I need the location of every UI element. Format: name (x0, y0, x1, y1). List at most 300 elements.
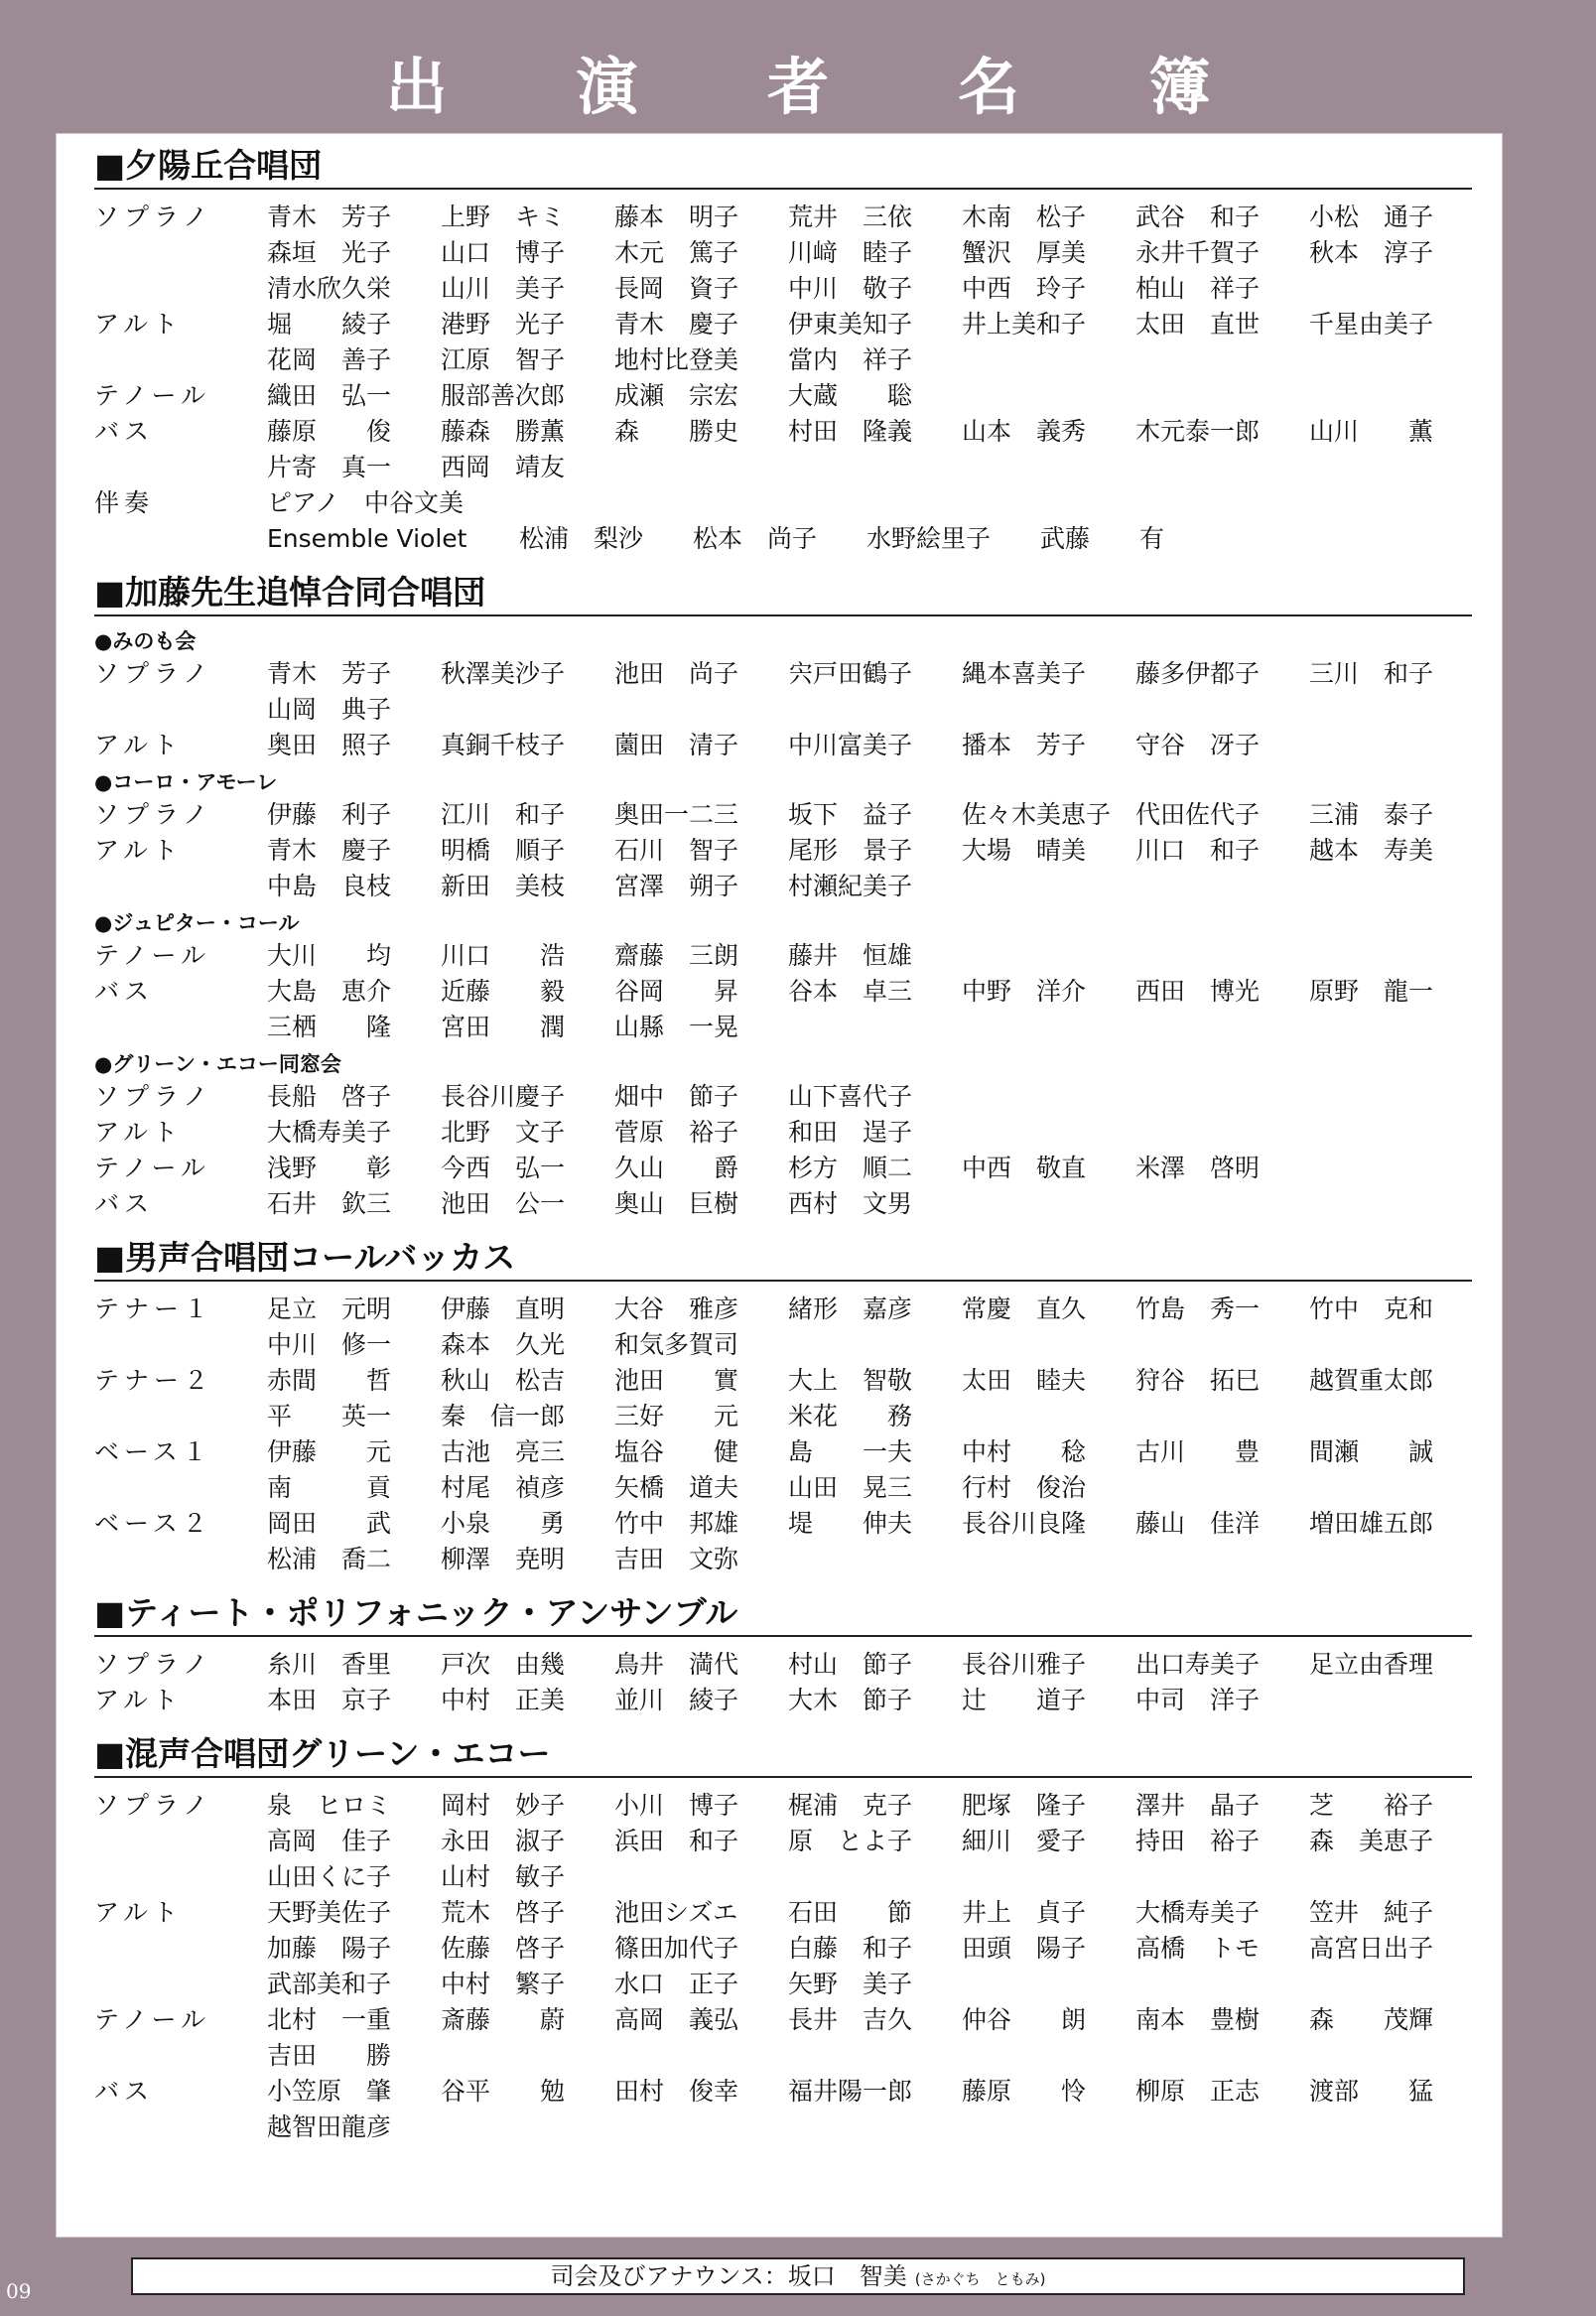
member-name: 川口 浩 (441, 941, 566, 970)
section-2 (94, 1236, 1472, 1577)
table-row (94, 1079, 1472, 1115)
member-name: 秋本 淳子 (1309, 238, 1434, 267)
mc-announcer (131, 2257, 1465, 2295)
voice-part (94, 1931, 267, 1967)
member-name: 平 英一 (267, 1402, 392, 1430)
member-name: 持田 裕子 (1135, 1827, 1261, 1855)
member-name: 江川 和子 (441, 800, 566, 829)
table-row (94, 1010, 1472, 1045)
member-name: 青木 慶子 (614, 310, 739, 339)
member-name: 藤山 佳洋 (1135, 1509, 1261, 1538)
member-name: 米花 務 (788, 1402, 913, 1430)
member-name: 緒形 嘉彦 (788, 1294, 913, 1323)
member-name: 島 一夫 (788, 1437, 913, 1466)
member-name: 石川 智子 (614, 836, 739, 865)
member-name: 中村 稔 (962, 1437, 1087, 1466)
member-name: 高宮日出子 (1309, 1934, 1434, 1963)
member-name: 間瀬 誠 (1309, 1437, 1434, 1466)
member-name: 本田 京子 (267, 1686, 392, 1714)
table-row (94, 1859, 1472, 1895)
member-name: 石田 節 (788, 1898, 913, 1927)
table-row (94, 2002, 1472, 2038)
member-name: 川口 和子 (1135, 836, 1261, 865)
member-name: 長井 吉久 (788, 2005, 913, 2034)
table-row (94, 1186, 1472, 1222)
voice-part: ソプラノ (94, 800, 213, 829)
member-name: 地村比登美 (614, 345, 739, 374)
member-name: 山岡 典子 (267, 695, 392, 724)
member-name: 佐藤 啓子 (441, 1934, 566, 1963)
voice-part: アルト (94, 1686, 184, 1714)
voice-part: テノール (94, 2005, 211, 2034)
table-row (94, 1363, 1472, 1399)
member-name: 三栖 隆 (267, 1013, 392, 1041)
table-row (94, 307, 1472, 342)
member-name: 出口寿美子 (1135, 1650, 1261, 1679)
member-name: 原 とよ子 (788, 1827, 913, 1855)
member-name: 西田 博光 (1135, 977, 1261, 1006)
table-row (94, 938, 1472, 974)
member-name: 行村 俊治 (962, 1473, 1087, 1502)
table-row (94, 1434, 1472, 1470)
table-row (94, 450, 1472, 485)
member-name: 中司 洋子 (1135, 1686, 1261, 1714)
member-name: 泉 ヒロミ (267, 1791, 392, 1820)
member-name: 吉田 勝 (267, 2041, 392, 2070)
mc-label: 司会及びアナウンス：坂口 智美 (550, 2262, 907, 2290)
member-name: 宮田 潤 (441, 1013, 566, 1041)
section-4 (94, 1732, 1472, 2145)
section-title: ■男声合唱団コールバッカス (94, 1236, 1472, 1282)
member-name: 荒井 三依 (788, 203, 913, 231)
voice-part (94, 1470, 267, 1506)
member-name: 岡田 武 (267, 1509, 392, 1538)
member-name: 堤 伸夫 (788, 1509, 913, 1538)
member-name: 竹中 邦雄 (614, 1509, 739, 1538)
member-name: 川﨑 睦子 (788, 238, 913, 267)
member-name: 赤間 哲 (267, 1366, 392, 1395)
member-name: 當内 祥子 (788, 345, 913, 374)
member-name: 古池 亮三 (441, 1437, 566, 1466)
member-name: 越本 寿美 (1309, 836, 1434, 865)
voice-part (94, 1327, 267, 1363)
section-3 (94, 1591, 1472, 1718)
member-name: 荒木 啓子 (441, 1898, 566, 1927)
member-name: 菅原 裕子 (614, 1118, 739, 1147)
page-number: 09 (6, 2279, 32, 2303)
member-name: 戸次 由幾 (441, 1650, 566, 1679)
member-name: 原野 龍一 (1309, 977, 1434, 1006)
voice-part (94, 869, 267, 904)
member-name: 柳澤 尭明 (441, 1545, 566, 1573)
voice-part: テナー２ (94, 1366, 214, 1395)
member-name: 矢野 美子 (788, 1970, 913, 1998)
member-name: 山川 美子 (441, 274, 566, 303)
member-name: 伊藤 元 (267, 1437, 392, 1466)
member-name: 久山 爵 (614, 1154, 739, 1182)
table-row (94, 521, 1472, 557)
subgroup-title: ●グリーン・エコー同窓会 (94, 1052, 341, 1076)
member-name: 新田 美枝 (441, 872, 566, 900)
member-name: 加藤 陽子 (267, 1934, 392, 1963)
member-name: 尾形 景子 (788, 836, 913, 865)
member-name: 宮澤 朔子 (614, 872, 739, 900)
member-name: 田村 俊幸 (614, 2077, 739, 2106)
voice-part: バス (94, 417, 155, 446)
member-name: 坂下 益子 (788, 800, 913, 829)
member-name: 長谷川慶子 (441, 1082, 566, 1111)
member-name: 越智田龍彦 (267, 2112, 392, 2141)
member-name: 白藤 和子 (788, 1934, 913, 1963)
member-name: 山川 薫 (1309, 417, 1434, 446)
voice-part: バス (94, 1189, 155, 1218)
member-name: 池田 尚子 (614, 659, 739, 688)
member-name: 芝 裕子 (1309, 1791, 1434, 1820)
member-name: 鳥井 満代 (614, 1650, 739, 1679)
voice-part: アルト (94, 836, 184, 865)
member-name: 長岡 資子 (614, 274, 739, 303)
member-name: 中川 敬子 (788, 274, 913, 303)
member-name: 奥山 巨樹 (614, 1189, 739, 1218)
table-row (94, 1683, 1472, 1718)
member-name: 森 茂輝 (1309, 2005, 1434, 2034)
table-row (94, 692, 1472, 728)
table-row (94, 342, 1472, 378)
member-name: 井上美和子 (962, 310, 1087, 339)
member-name: 松本 尚子 (693, 524, 818, 553)
member-name: 森本 久光 (441, 1330, 566, 1359)
member-name: 村尾 禎彦 (441, 1473, 566, 1502)
member-name: 長船 啓子 (267, 1082, 392, 1111)
member-name: 増田雄五郎 (1309, 1509, 1434, 1538)
table-row (94, 1115, 1472, 1151)
member-name: 和田 逞子 (788, 1118, 913, 1147)
member-name: 山田くに子 (267, 1862, 392, 1891)
mc-reading: (さかぐち ともみ) (914, 2270, 1046, 2288)
section-title: ■夕陽丘合唱団 (94, 144, 1472, 190)
member-name: 澤井 晶子 (1135, 1791, 1261, 1820)
voice-part (94, 1824, 267, 1859)
member-name: 上野 キミ (441, 203, 566, 231)
voice-part: バス (94, 977, 155, 1006)
table-row (94, 378, 1472, 414)
voice-part: アルト (94, 1898, 184, 1927)
member-name: 竹島 秀一 (1135, 1294, 1261, 1323)
member-name: 大場 晴美 (962, 836, 1087, 865)
member-name: 片寄 真一 (267, 453, 392, 481)
member-name: 薗田 清子 (614, 731, 739, 759)
member-name: 伊藤 直明 (441, 1294, 566, 1323)
voice-part: バス (94, 2077, 155, 2106)
member-name: 長谷川雅子 (962, 1650, 1087, 1679)
member-name: 山村 敏子 (441, 1862, 566, 1891)
member-name: 中村 繁子 (441, 1970, 566, 1998)
member-name: 中川富美子 (788, 731, 913, 759)
section-1 (94, 571, 1472, 1222)
table-row (94, 200, 1472, 235)
member-name: 山口 博子 (441, 238, 566, 267)
member-name: 篠田加代子 (614, 1934, 739, 1963)
member-name: 高橋 トモ (1135, 1934, 1261, 1963)
member-name: 松浦 喬二 (267, 1545, 392, 1573)
member-name: 中野 洋介 (962, 977, 1087, 1006)
member-name: 肥塚 隆子 (962, 1791, 1087, 1820)
member-name: 畑中 節子 (614, 1082, 739, 1111)
table-row (94, 1506, 1472, 1542)
member-name: 秦 信一郎 (441, 1402, 566, 1430)
subgroup-title: ●ジュピター・コール (94, 911, 300, 935)
voice-part: ベース２ (94, 1509, 212, 1538)
member-name: 山縣 一晃 (614, 1013, 739, 1041)
member-name: 武部美和子 (267, 1970, 392, 1998)
member-name: 糸川 香里 (267, 1650, 392, 1679)
member-name: 斎藤 蔚 (441, 2005, 566, 2034)
member-name: 太田 睦夫 (962, 1366, 1087, 1395)
section-title: ■ティート・ポリフォニック・アンサンブル (94, 1591, 1472, 1637)
member-name: 奥田 照子 (267, 731, 392, 759)
voice-part: 伴奏 (94, 488, 155, 517)
voice-part: テノール (94, 1154, 211, 1182)
member-name: 田頭 陽子 (962, 1934, 1087, 1963)
member-name: 近藤 毅 (441, 977, 566, 1006)
member-name: 塩谷 健 (614, 1437, 739, 1466)
member-name: 奥田一二三 (614, 800, 739, 829)
voice-part: ベース１ (94, 1437, 212, 1466)
member-name: 青木 慶子 (267, 836, 392, 865)
member-name: 佐々木美恵子 (962, 800, 1112, 829)
voice-part (94, 1967, 267, 2002)
table-row (94, 1151, 1472, 1186)
voice-part: アルト (94, 1118, 184, 1147)
member-name: 狩谷 拓巳 (1135, 1366, 1261, 1395)
member-name: 谷本 卓三 (788, 977, 913, 1006)
member-name: 高岡 佳子 (267, 1827, 392, 1855)
member-name: 代田佐代子 (1135, 800, 1261, 829)
table-row (94, 1292, 1472, 1327)
section-title: ■加藤先生追悼合同合唱団 (94, 571, 1472, 616)
table-row (94, 869, 1472, 904)
member-name: 長谷川良隆 (962, 1509, 1087, 1538)
member-name: 辻 道子 (962, 1686, 1087, 1714)
voice-part (94, 342, 267, 378)
voice-part (94, 2038, 267, 2074)
member-name: 服部善次郎 (441, 381, 566, 410)
member-name: 越賀重太郎 (1309, 1366, 1434, 1395)
voice-part: ソプラノ (94, 1082, 213, 1111)
table-row (94, 797, 1472, 833)
member-name: 渡部 猛 (1309, 2077, 1434, 2106)
voice-part (94, 521, 267, 557)
member-name: 藤森 勝薫 (441, 417, 566, 446)
member-name: 南 貢 (267, 1473, 392, 1502)
member-name: 森 美恵子 (1309, 1827, 1434, 1855)
voice-part (94, 271, 267, 307)
subgroup-title: ●みのも会 (94, 629, 197, 653)
member-name: 清水欣久栄 (267, 274, 392, 303)
member-name: 柳原 正志 (1135, 2077, 1261, 2106)
table-row (94, 974, 1472, 1010)
table-row (94, 2110, 1472, 2145)
member-name: 高岡 義弘 (614, 2005, 739, 2034)
member-name: 藤本 明子 (614, 203, 739, 231)
member-name: 秋山 松吉 (441, 1366, 566, 1395)
table-row (94, 1647, 1472, 1683)
table-row (94, 235, 1472, 271)
member-name: 谷平 勉 (441, 2077, 566, 2106)
member-name: 並川 綾子 (614, 1686, 739, 1714)
table-row (94, 1788, 1472, 1824)
member-name: 山下喜代子 (788, 1082, 913, 1111)
member-name: 大橋寿美子 (267, 1118, 392, 1147)
member-name: 伊東美知子 (788, 310, 913, 339)
member-name: 藤原 俊 (267, 417, 392, 446)
performer-list (56, 133, 1503, 2238)
voice-part: アルト (94, 310, 184, 339)
member-name: 宍戸田鶴子 (788, 659, 913, 688)
member-name: 池田 公一 (441, 1189, 566, 1218)
member-name: 青木 芳子 (267, 203, 392, 231)
member-name: 武谷 和子 (1135, 203, 1261, 231)
member-name: 村瀬紀美子 (788, 872, 913, 900)
member-name: 伊藤 利子 (267, 800, 392, 829)
member-name: 大島 恵介 (267, 977, 392, 1006)
voice-part: アルト (94, 731, 184, 759)
voice-part: テノール (94, 941, 211, 970)
member-name: 矢橋 道夫 (614, 1473, 739, 1502)
voice-part: テノール (94, 381, 211, 410)
table-row (94, 1542, 1472, 1577)
member-name: 港野 光子 (441, 310, 566, 339)
member-name: 江原 智子 (441, 345, 566, 374)
table-row (94, 833, 1472, 869)
member-name: 杉方 順二 (788, 1154, 913, 1182)
member-name: 成瀬 宗宏 (614, 381, 739, 410)
member-name: 永井千賀子 (1135, 238, 1261, 267)
table-row (94, 1327, 1472, 1363)
member-name: 仲谷 朗 (962, 2005, 1087, 2034)
table-row (94, 656, 1472, 692)
member-name: 北村 一重 (267, 2005, 392, 2034)
member-name: 藤井 恒雄 (788, 941, 913, 970)
member-name: 太田 直世 (1135, 310, 1261, 339)
member-name: 中村 正美 (441, 1686, 566, 1714)
member-name: 明橋 順子 (441, 836, 566, 865)
member-name: 池田シズエ (614, 1898, 738, 1927)
table-row (94, 1470, 1472, 1506)
member-name: 中西 玲子 (962, 274, 1087, 303)
member-name: 藤多伊都子 (1135, 659, 1261, 688)
member-name: 天野美佐子 (267, 1898, 392, 1927)
member-name: 笠井 純子 (1309, 1898, 1434, 1927)
member-name: 村田 隆義 (788, 417, 913, 446)
member-name: 齋藤 三朗 (614, 941, 739, 970)
voice-part (94, 235, 267, 271)
voice-part (94, 1399, 267, 1434)
member-name: 山本 義秀 (962, 417, 1087, 446)
member-name: 岡村 妙子 (441, 1791, 566, 1820)
voice-part: ソプラノ (94, 1791, 213, 1820)
voice-part (94, 1542, 267, 1577)
table-row (94, 1399, 1472, 1434)
member-name: 武藤 有 (1040, 524, 1165, 553)
member-name: 木元泰一郎 (1135, 417, 1261, 446)
member-name: 浜田 和子 (614, 1827, 739, 1855)
member-name: 守谷 冴子 (1135, 731, 1261, 759)
member-name: 織田 弘一 (267, 381, 392, 410)
table-row (94, 2074, 1472, 2110)
member-name: 中西 敬直 (962, 1154, 1087, 1182)
member-name: 井上 貞子 (962, 1898, 1087, 1927)
member-name: 大上 智敬 (788, 1366, 913, 1395)
member-name: 山田 晃三 (788, 1473, 913, 1502)
member-name: 竹中 克和 (1309, 1294, 1434, 1323)
section-0 (94, 144, 1472, 557)
member-name: 北野 文子 (441, 1118, 566, 1147)
table-row (94, 485, 1472, 521)
voice-part: ソプラノ (94, 203, 213, 231)
member-name: 千星由美子 (1309, 310, 1434, 339)
member-name: 谷岡 昇 (614, 977, 739, 1006)
voice-part: ソプラノ (94, 1650, 213, 1679)
member-name: 藤原 怜 (962, 2077, 1087, 2106)
member-name: 真銅千枝子 (441, 731, 566, 759)
member-name: 梶浦 克子 (788, 1791, 913, 1820)
table-row (94, 414, 1472, 450)
member-name: 蟹沢 厚美 (962, 238, 1087, 267)
voice-part: テナー１ (94, 1294, 214, 1323)
voice-part: ソプラノ (94, 659, 213, 688)
member-name: 和気多賀司 (614, 1330, 739, 1359)
member-name: 小松 通子 (1309, 203, 1434, 231)
member-name: 小川 博子 (614, 1791, 739, 1820)
member-name: 三川 和子 (1309, 659, 1434, 688)
member-name: 米澤 啓明 (1135, 1154, 1261, 1182)
member-name: 西岡 靖友 (441, 453, 566, 481)
table-row (94, 1967, 1472, 2002)
member-name: 小笠原 肇 (267, 2077, 392, 2106)
member-name: 花岡 善子 (267, 345, 392, 374)
table-row (94, 2038, 1472, 2074)
member-name: 小泉 勇 (441, 1509, 566, 1538)
member-name: 大橋寿美子 (1135, 1898, 1261, 1927)
voice-part (94, 450, 267, 485)
table-row (94, 1895, 1472, 1931)
member-name: 今西 弘一 (441, 1154, 566, 1182)
member-name: 木南 松子 (962, 203, 1087, 231)
member-name: 足立 元明 (267, 1294, 392, 1323)
table-row (94, 1824, 1472, 1859)
member-name: 永田 淑子 (441, 1827, 566, 1855)
member-name: 大蔵 聡 (788, 381, 913, 410)
member-name: 吉田 文弥 (614, 1545, 739, 1573)
member-name: 松浦 梨沙 (519, 524, 644, 553)
member-name: 大谷 雅彦 (614, 1294, 739, 1323)
member-name: 三浦 泰子 (1309, 800, 1434, 829)
member-name: 水野絵里子 (866, 524, 992, 553)
member-name: 常慶 直久 (962, 1294, 1087, 1323)
member-name: 古川 豊 (1135, 1437, 1261, 1466)
member-name: 中川 修一 (267, 1330, 392, 1359)
member-name: 浅野 彰 (267, 1154, 392, 1182)
table-row (94, 271, 1472, 307)
member-name: 縄本喜美子 (962, 659, 1087, 688)
voice-part (94, 1859, 267, 1895)
member-name: 秋澤美沙子 (441, 659, 566, 688)
member-name: 木元 篤子 (614, 238, 739, 267)
member-name: 福井陽一郎 (788, 2077, 913, 2106)
voice-part (94, 692, 267, 728)
member-name: ピアノ 中谷文美 (267, 488, 465, 517)
